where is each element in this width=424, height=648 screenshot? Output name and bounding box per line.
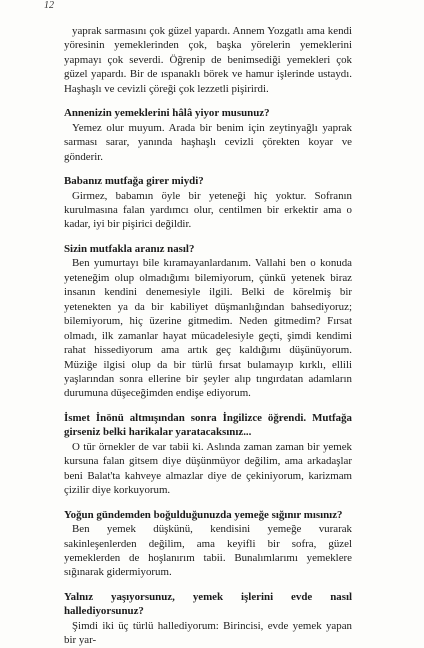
interview-answer: Girmez, babamın öyle bir yeteneği hiç yoktur. Sofranın kurulmasına falan yardımcı olur, centilmen bir erkektir ama o kadar, iyi bir pişirici değildir. — [64, 189, 352, 231]
continuation-paragraph: yaprak sarmasını çok güzel yapardı. Annem Yozgatlı ama kendi yöresinin yemeklerinden çok, başka yörelerin yemeklerini yapmayı çok severdi. Öğrenip de benimsediği yemekleri çok güzel yapardı. Bir de ıspanaklı börek ve hamur işlerinde ustaydı. Haşhaşlı ve cevizli çöreği çok lezzetli pişirirdi. — [64, 25, 352, 95]
interview-question: Yalnız yaşıyorsunuz, yemek işlerini evde nasıl hallediyorsunuz? — [64, 590, 352, 618]
interview-answer: Ben yemek düşkünü, kendisini yemeğe vurarak sakinleşenlerden değilim, ama keyifli bir sofra, güzel yemeklerden de hoşlanırım tabii. Bunalımlarımı yemeklere sığınarak gidermiyorum. — [64, 523, 352, 579]
interview-question: Yoğun gündemden boğulduğunuzda yemeğe sığınır mısınız? — [64, 508, 343, 521]
interview-question: Babanız mutfağa girer miydi? — [64, 175, 204, 188]
interview-answer: O tür örnekler de var tabii ki. Aslında zaman zaman bir yemek kursuna falan gitsem diye düşünmüyor değilim, ama arkadaşlar beni Balat'ta kahveye almazlar diye de çekiniyorum, karizmam çizilir diye korkuyorum. — [64, 440, 352, 497]
page-number: 12 — [44, 0, 54, 11]
interview-answer: Ben yumurtayı bile kıramayanlardanım. Vallahi ben o konuda yeteneğim olup olmadığımı bilemiyorum, çünkü yetenek biraz insanın kendini denemesiyle ilgili. Belki de körelmiş bir yetenekten ya da bir kabiliyet düşmanlığından bahsediyoruz; bilemiyorum, hiç üzerine gitmedim. Neden gitmedim? Fırsat olmadı, ilk zamanlar hayat mücadelesiyle geçti, şimdi kendimi rahat hissediyorum ama artık geç kaldığımı düşünüyorum. Müziğe ilgisi olup da bir türlü fırsat bulamayıp kırklı, ellili yaşlarından sonra ellerine bir şeyler alıp tıngırdatan adamların durumuna düşeceğimden endişe ediyorum. — [64, 257, 352, 400]
interview-question: İsmet İnönü altmışından sonra İngilizce öğrendi. Mutfağa girseniz belki harikalar yaratacaksınız... — [64, 411, 352, 439]
interview-question: Annenizin yemeklerini hâlâ yiyor musunuz? — [64, 107, 270, 120]
page-body — [64, 24, 352, 648]
interview-answer: Şimdi iki üç türlü hallediyorum: Birincisi, evde yemek yapan bir yar- — [64, 619, 352, 647]
interview-answer: Yemez olur muyum. Arada bir benim için zeytinyağlı yaprak sarması sarar, yanında haşhaşlı cevizli çörekten koyar ve gönderir. — [64, 121, 352, 163]
interview-question: Sizin mutfakla aranız nasıl? — [64, 242, 195, 255]
